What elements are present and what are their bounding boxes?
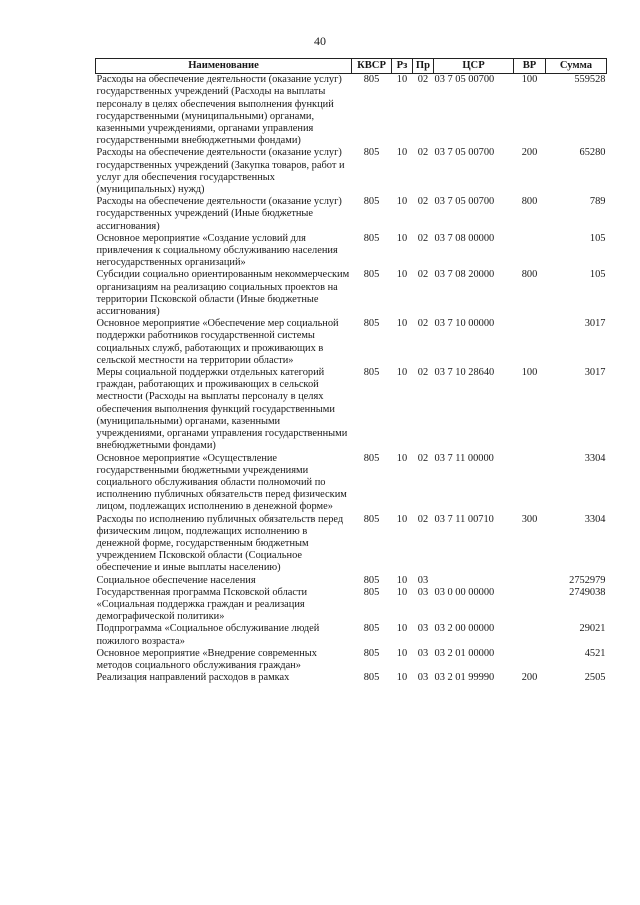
row-name: Основное мероприятие «Осуществление государственными бюджетными учреждениями социального обслуживания области полномочий по исполнению публичных обязательств перед физическим лицом, подлежащих исполнению в денежной форме» (96, 452, 347, 513)
row-kvsr: 805 (363, 672, 380, 684)
row-sum: 105 (589, 269, 606, 281)
row-name: Реализация направлений расходов в рамках (96, 672, 290, 684)
header-sum: Сумма (546, 59, 607, 74)
row-pr: 03 (417, 647, 429, 659)
row-sum: 789 (589, 196, 606, 208)
row-pr: 03 (417, 586, 429, 598)
row-csr: 03 7 10 00000 (434, 318, 495, 330)
row-sum: 3017 (584, 318, 606, 330)
row-kvsr: 805 (363, 586, 380, 598)
row-sum: 2749038 (569, 586, 606, 598)
row-kvsr: 805 (363, 74, 380, 86)
row-name: Социальное обеспечение населения (96, 574, 256, 586)
row-rz: 10 (396, 196, 408, 208)
row-kvsr: 805 (363, 623, 380, 635)
row-vr (514, 318, 546, 367)
row-sum: 3017 (584, 367, 606, 379)
row-name: Расходы на обеспечение деятельности (оказание услуг) государственных учреждений (Расходы на выплаты персоналу в целях обеспечения выполнения функций государственными (муниципальными) органами, казенными учреждениями, органами управления государственными внебюджетными фондами) (96, 74, 342, 147)
row-csr: 03 7 11 00000 (434, 452, 494, 464)
row-vr: 800 (521, 269, 538, 281)
row-rz: 10 (396, 318, 408, 330)
row-name: Субсидии социально ориентированным некоммерческим организациям на реализацию социальных проектов на территории Псковской области (Иные бюджетные ассигнования) (96, 269, 350, 318)
row-sum: 3304 (584, 452, 606, 464)
table-row (96, 587, 607, 624)
table-row (96, 575, 607, 587)
row-name: Основное мероприятие «Обеспечение мер социальной поддержки работников государственной системы социальных служб, работающих и проживающих в сельской местности на территории области» (96, 318, 339, 366)
table-row (96, 514, 607, 575)
row-pr: 03 (417, 623, 429, 635)
row-vr: 100 (521, 367, 538, 379)
row-pr: 02 (417, 452, 429, 464)
table-header-row (96, 59, 607, 74)
row-csr: 03 7 11 00710 (434, 513, 494, 525)
row-kvsr: 805 (363, 318, 380, 330)
row-pr: 03 (417, 672, 429, 684)
row-rz: 10 (396, 672, 408, 684)
row-vr (514, 648, 546, 672)
row-csr: 03 7 05 00700 (434, 147, 495, 159)
table-row (96, 74, 607, 148)
row-pr: 02 (417, 318, 429, 330)
row-rz: 10 (396, 513, 408, 525)
header-name: Наименование (96, 59, 352, 74)
row-kvsr: 805 (363, 147, 380, 159)
row-sum: 29021 (579, 623, 606, 635)
row-pr: 02 (417, 232, 429, 244)
row-vr: 200 (521, 672, 538, 684)
row-kvsr: 805 (363, 574, 380, 586)
row-name: Государственная программа Псковской области «Социальная поддержка граждан и реализация демографической политики» (96, 586, 308, 623)
table-row (96, 623, 607, 647)
row-rz: 10 (396, 586, 408, 598)
row-rz: 10 (396, 574, 408, 586)
row-rz: 10 (396, 452, 408, 464)
budget-table (95, 58, 607, 684)
row-rz: 10 (396, 623, 408, 635)
row-vr: 800 (521, 196, 538, 208)
page-number: 40 (314, 34, 326, 48)
row-vr (514, 233, 546, 270)
table-row (96, 648, 607, 672)
row-name: Подпрограмма «Социальное обслуживание людей пожилого возраста» (96, 623, 320, 647)
row-vr (514, 587, 546, 624)
row-csr: 03 2 01 00000 (434, 647, 495, 659)
row-kvsr: 805 (363, 367, 380, 379)
row-name: Расходы на обеспечение деятельности (оказание услуг) государственных учреждений (Закупка товаров, работ и услуг для обеспечения государственных (муниципальных) нужд) (96, 147, 345, 196)
table-row (96, 367, 607, 452)
row-pr: 02 (417, 74, 429, 86)
row-vr: 100 (521, 74, 538, 86)
row-vr (514, 623, 546, 647)
header-pr: Пр (413, 59, 434, 74)
row-rz: 10 (396, 147, 408, 159)
row-kvsr: 805 (363, 232, 380, 244)
row-csr: 03 7 05 00700 (434, 196, 495, 208)
header-csr: ЦСР (434, 59, 514, 74)
row-rz: 10 (396, 232, 408, 244)
table-row (96, 318, 607, 367)
row-csr: 03 2 01 99990 (434, 672, 495, 684)
row-vr: 200 (521, 147, 538, 159)
row-csr: 03 7 08 00000 (434, 232, 495, 244)
row-sum: 3304 (584, 513, 606, 525)
row-csr: 03 7 05 00700 (434, 74, 495, 86)
row-pr: 02 (417, 269, 429, 281)
row-sum: 2505 (584, 672, 606, 684)
row-rz: 10 (396, 74, 408, 86)
row-sum: 4521 (584, 647, 606, 659)
row-rz: 10 (396, 367, 408, 379)
row-csr: 03 7 10 28640 (434, 367, 495, 379)
row-pr: 03 (417, 574, 429, 586)
row-pr: 02 (417, 147, 429, 159)
row-kvsr: 805 (363, 196, 380, 208)
header-kvsr: КВСР (352, 59, 392, 74)
row-sum: 105 (589, 232, 606, 244)
row-pr: 02 (417, 513, 429, 525)
row-vr (514, 453, 546, 514)
row-sum: 65280 (579, 147, 606, 159)
row-name: Расходы по исполнению публичных обязательств перед физическим лицом, подлежащих исполнению в денежной форме, государственным бюджетным учреждением Псковской области (Социальное обеспечение и иные выплаты населению) (96, 513, 344, 574)
row-csr (434, 575, 514, 587)
header-vr: ВР (514, 59, 546, 74)
row-name: Расходы на обеспечение деятельности (оказание услуг) государственных учреждений (Иные бюджетные ассигнования) (96, 196, 342, 232)
row-kvsr: 805 (363, 269, 380, 281)
row-pr: 02 (417, 367, 429, 379)
row-vr (514, 575, 546, 587)
table-row (96, 233, 607, 270)
row-name: Меры социальной поддержки отдельных категорий граждан, работающих и проживающих в сельской местности (Расходы на выплаты персоналу в целях обеспечения выполнения функций государственными (муниципальными) органами, казенными учреждениями, органами управления государственными внебюджетными фондами) (96, 367, 348, 452)
row-rz: 10 (396, 269, 408, 281)
row-kvsr: 805 (363, 647, 380, 659)
row-rz: 10 (396, 647, 408, 659)
row-pr: 02 (417, 196, 429, 208)
row-csr: 03 7 08 20000 (434, 269, 495, 281)
row-kvsr: 805 (363, 452, 380, 464)
row-sum: 559528 (574, 74, 606, 86)
row-csr: 03 2 00 00000 (434, 623, 495, 635)
row-vr: 300 (521, 513, 538, 525)
table-row (96, 269, 607, 318)
row-kvsr: 805 (363, 513, 380, 525)
row-name: Основное мероприятие «Создание условий для привлечения к социальному обслуживанию населения негосударственных организаций» (96, 232, 338, 269)
table-row (96, 453, 607, 514)
header-rz: Рз (392, 59, 413, 74)
row-sum: 2752979 (569, 574, 606, 586)
table-row (96, 196, 607, 233)
row-csr: 03 0 00 00000 (434, 586, 495, 598)
table-row (96, 147, 607, 196)
table-row (96, 672, 607, 684)
row-name: Основное мероприятие «Внедрение современных методов социального обслуживания граждан» (96, 647, 317, 671)
